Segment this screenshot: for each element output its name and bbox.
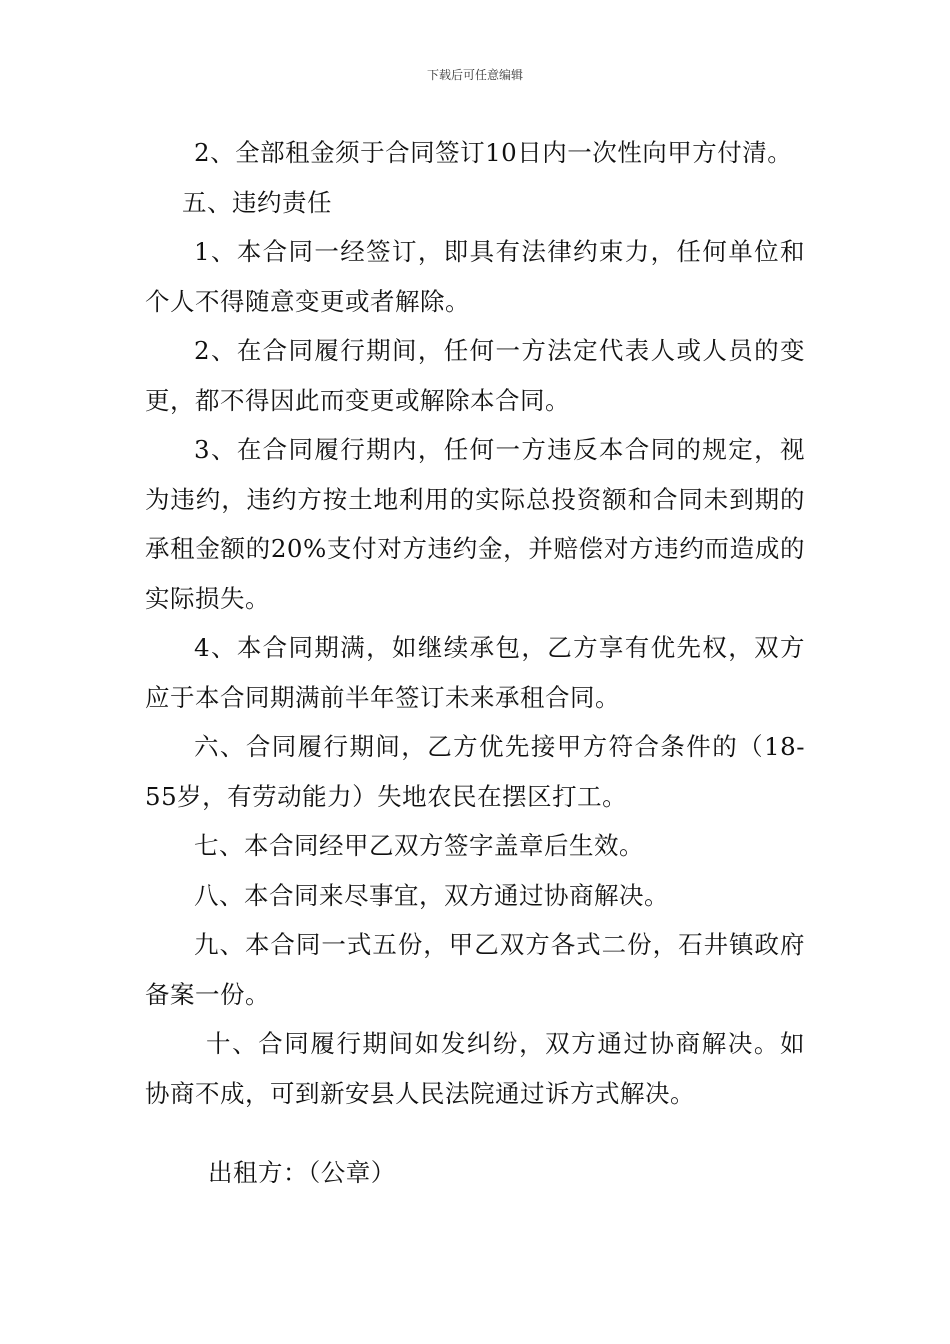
clause-renewal-priority: 4、本合同期满，如继续承包，乙方享有优先权，双方应于本合同期满前半年签订未来承租合同。 <box>145 633 805 712</box>
clause-representative-change: 2、在合同履行期间，任何一方法定代表人或人员的变更，都不得因此而变更或解除本合同。 <box>145 336 805 415</box>
section-seven-effective: 七、本合同经甲乙双方签字盖章后生效。 <box>194 831 644 860</box>
section-heading-breach-liability: 五、违约责任 <box>182 187 332 217</box>
section-nine-copies: 九、本合同一式五份，甲乙双方各式二份，石井镇政府备案一份。 <box>145 930 805 1009</box>
contract-body <box>145 128 805 1118</box>
clause-legal-binding: 1、本合同一经签订，即具有法律约束力，任何单位和个人不得随意变更或者解除。 <box>145 237 805 316</box>
clause-payment-deadline: 2、全部租金须于合同签订10日内一次性向甲方付清。 <box>194 138 793 167</box>
lessor-signature-line: 出租方：（公章） <box>208 1158 396 1187</box>
section-eight-unresolved-matters: 八、本合同来尽事宜，双方通过协商解决。 <box>194 880 669 910</box>
page-header-note: 下载后可任意编辑 <box>426 68 523 82</box>
section-ten-disputes: 十、合同履行期间如发纠纷，双方通过协商解决。如协商不成，可到新安县人民法院通过诉方式解决。 <box>145 1029 805 1108</box>
section-six-employment: 六、合同履行期间，乙方优先接甲方符合条件的（18-55岁，有劳动能力）失地农民在摆区打工。 <box>145 732 805 811</box>
clause-breach-penalty: 3、在合同履行期内，任何一方违反本合同的规定，视为违约，违约方按土地利用的实际总投资额和合同未到期的承租金额的20%支付对方违约金，并赔偿对方违约而造成的实际损失。 <box>145 435 805 613</box>
